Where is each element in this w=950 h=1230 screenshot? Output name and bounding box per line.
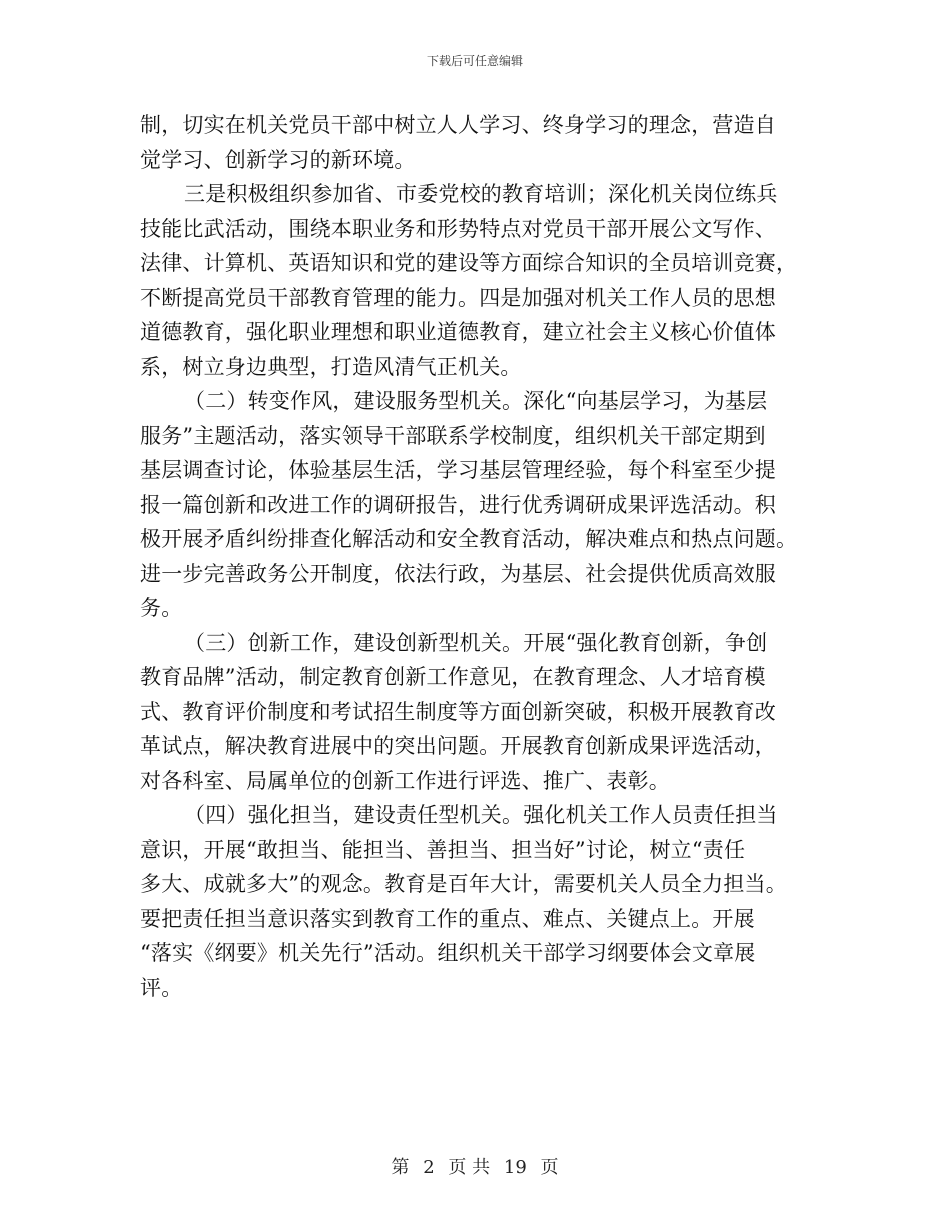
page-footer bbox=[0, 1153, 950, 1179]
text-line: 对各科室、局属单位的创新工作进行评选、推广、表彰。 bbox=[140, 768, 670, 793]
text-line: 进一步完善政务公开制度，依法行政，为基层、社会提供优质高效服 bbox=[140, 561, 776, 586]
footer-suffix: 页 bbox=[540, 1157, 559, 1178]
paragraph-5 bbox=[140, 798, 808, 1005]
text-line: （三）创新工作，建设创新型机关。开展“强化教育创新，争创 bbox=[184, 630, 768, 655]
text-line: 评。 bbox=[140, 975, 183, 1000]
paragraph-3 bbox=[140, 384, 808, 626]
document-body bbox=[140, 108, 808, 1005]
text-line: 意识，开展“敢担当、能担当、善担当、担当好”讨论，树立“责任 bbox=[140, 837, 746, 862]
page-header-note: 下载后可任意编辑 bbox=[426, 54, 523, 68]
text-line: （二）转变作风，建设服务型机关。深化“向基层学习，为基层 bbox=[184, 389, 768, 413]
text-line: 报一篇创新和改进工作的调研报告，进行优秀调研成果评选活动。积 bbox=[140, 492, 776, 517]
text-line: 教育品牌”活动，制定教育创新工作意见，在教育理念、人才培育模 bbox=[140, 665, 766, 689]
total-page-count: 19 bbox=[503, 1157, 527, 1178]
text-line: 务。 bbox=[140, 596, 183, 620]
text-line: “落实《纲要》机关先行”活动。组织机关干部学习纲要体会文章展 bbox=[140, 941, 756, 965]
text-line: 不断提高党员干部教育管理的能力。四是加强对机关工作人员的思想 bbox=[140, 285, 776, 310]
text-line: 基层调查讨论，体验基层生活，学习基层管理经验，每个科室至少提 bbox=[140, 458, 776, 482]
text-line: 系，树立身边典型，打造风清气正机关。 bbox=[140, 354, 522, 379]
text-line: 极开展矛盾纠纷排查化解活动和安全教育活动，解决难点和热点问题。 bbox=[140, 527, 798, 551]
text-line: 革试点，解决教育进展中的突出问题。开展教育创新成果评选活动， bbox=[140, 734, 776, 758]
text-line: 服务”主题活动，落实领导干部联系学校制度，组织机关干部定期到 bbox=[140, 423, 766, 448]
footer-prefix: 第 bbox=[391, 1157, 410, 1178]
footer-middle: 页 共 bbox=[448, 1157, 491, 1178]
text-line: 要把责任担当意识落实到教育工作的重点、难点、关键点上。开展 bbox=[140, 906, 755, 931]
text-line: 技能比武活动，围绕本职业务和形势特点对党员干部开展公文写作、 bbox=[140, 216, 776, 241]
text-line: （四）强化担当，建设责任型机关。强化机关工作人员责任担当 bbox=[184, 803, 778, 827]
text-line: 觉学习、创新学习的新环境。 bbox=[140, 147, 416, 172]
text-line: 多大、成就多大”的观念。教育是百年大计，需要机关人员全力担当。 bbox=[140, 872, 787, 896]
current-page-number: 2 bbox=[423, 1157, 435, 1178]
text-line: 法律、计算机、英语知识和党的建设等方面综合知识的全员培训竞赛， bbox=[140, 251, 798, 275]
text-line: 式、教育评价制度和考试招生制度等方面创新突破，积极开展教育改 bbox=[140, 699, 776, 724]
text-line: 三是积极组织参加省、市委党校的教育培训；深化机关岗位练兵 bbox=[184, 182, 778, 206]
text-line: 道德教育，强化职业理想和职业道德教育，建立社会主义核心价值体 bbox=[140, 320, 776, 344]
text-line: 制，切实在机关党员干部中树立人人学习、终身学习的理念，营造自 bbox=[140, 113, 776, 137]
paragraph-2 bbox=[140, 177, 808, 384]
paragraph-4 bbox=[140, 626, 808, 799]
paragraph-1 bbox=[140, 108, 808, 177]
